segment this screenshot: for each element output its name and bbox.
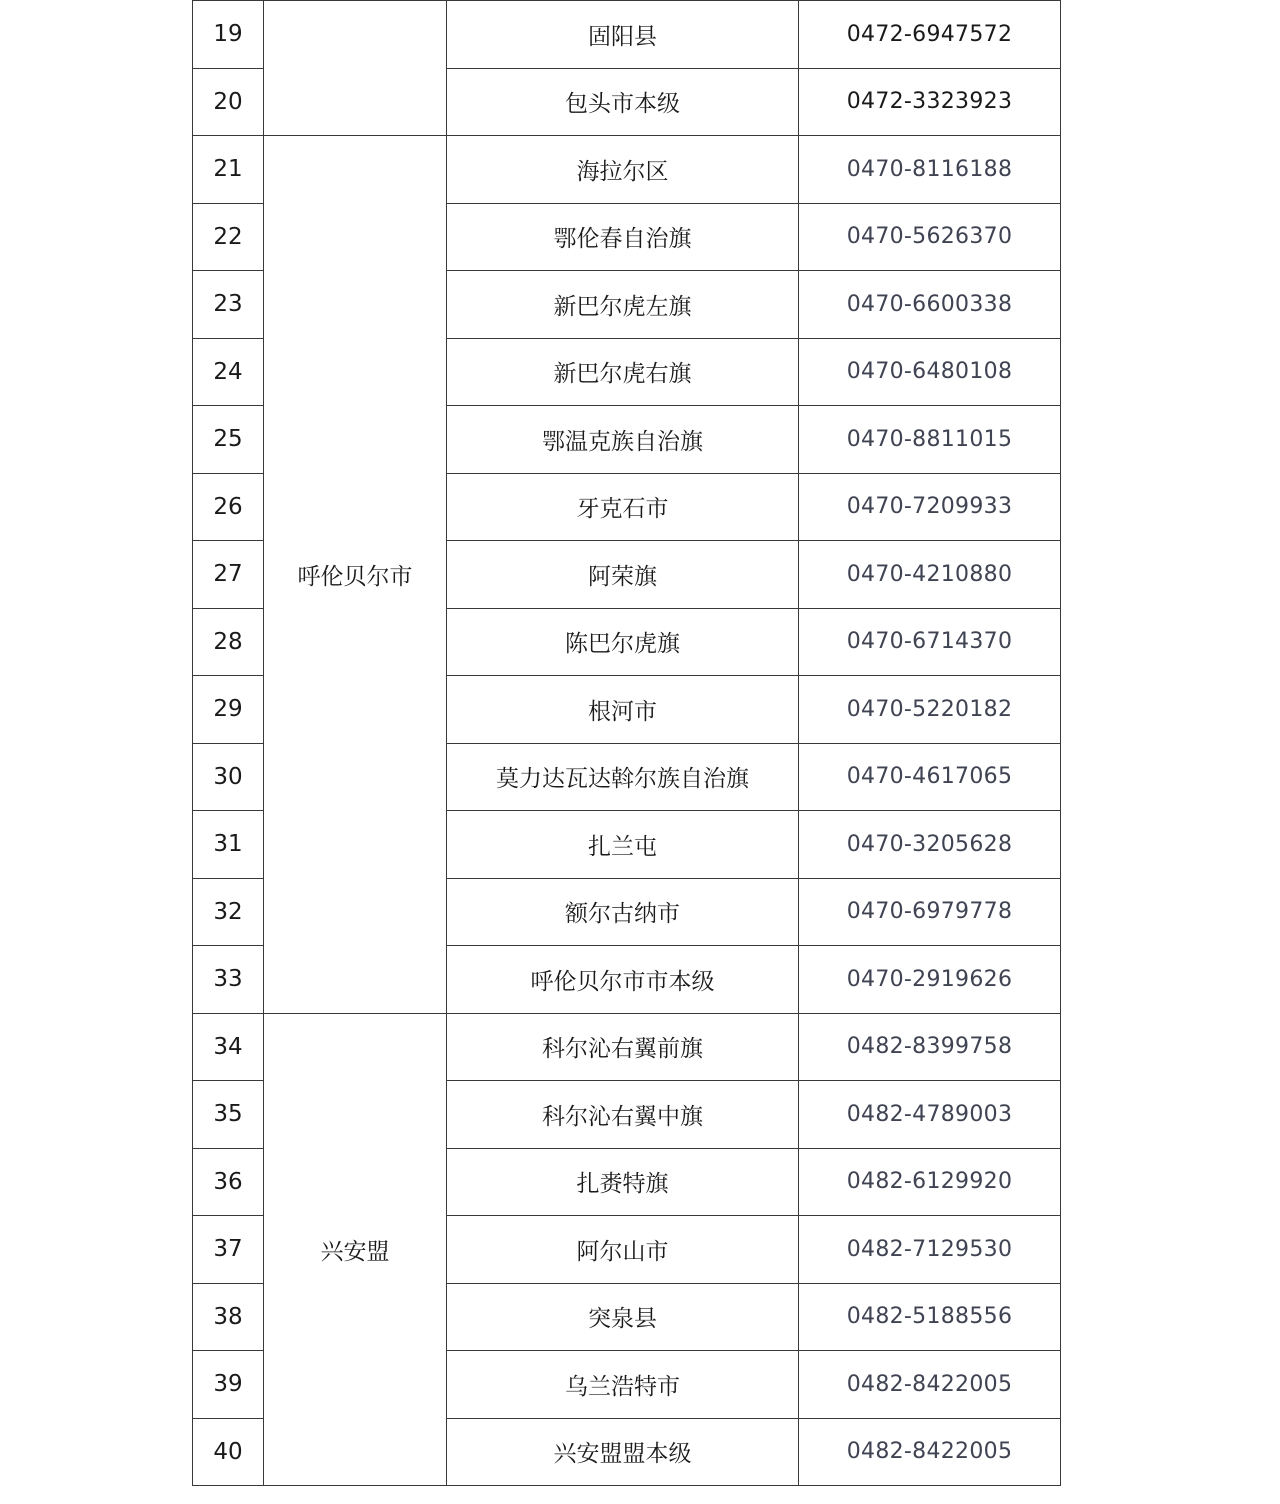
row-number: 28 <box>193 608 264 676</box>
county-name: 乌兰浩特市 <box>447 1351 799 1419</box>
phone-number: 0472-3323923 <box>799 68 1061 136</box>
phone-number: 0470-6979778 <box>799 878 1061 946</box>
row-number: 30 <box>193 743 264 811</box>
phone-number: 0482-6129920 <box>799 1148 1061 1216</box>
row-number: 38 <box>193 1283 264 1351</box>
county-name: 科尔沁右翼中旗 <box>447 1081 799 1149</box>
county-name: 阿尔山市 <box>447 1216 799 1284</box>
phone-number: 0482-5188556 <box>799 1283 1061 1351</box>
county-name: 牙克石市 <box>447 473 799 541</box>
row-number: 39 <box>193 1351 264 1419</box>
row-number: 21 <box>193 136 264 204</box>
county-name: 兴安盟盟本级 <box>447 1418 799 1486</box>
county-name: 鄂温克族自治旗 <box>447 406 799 474</box>
phone-number: 0470-3205628 <box>799 811 1061 879</box>
county-name: 阿荣旗 <box>447 541 799 609</box>
phone-number: 0470-5220182 <box>799 676 1061 744</box>
phone-number: 0470-4210880 <box>799 541 1061 609</box>
row-number: 27 <box>193 541 264 609</box>
phone-number: 0482-8399758 <box>799 1013 1061 1081</box>
county-name: 突泉县 <box>447 1283 799 1351</box>
county-name: 陈巴尔虎旗 <box>447 608 799 676</box>
county-name: 扎兰屯 <box>447 811 799 879</box>
row-number: 31 <box>193 811 264 879</box>
row-number: 26 <box>193 473 264 541</box>
county-name: 扎赉特旗 <box>447 1148 799 1216</box>
row-number: 25 <box>193 406 264 474</box>
row-number: 23 <box>193 271 264 339</box>
county-name: 新巴尔虎右旗 <box>447 338 799 406</box>
hotline-table <box>192 0 1061 1486</box>
phone-number: 0470-6600338 <box>799 271 1061 339</box>
county-name: 固阳县 <box>447 1 799 69</box>
row-number: 19 <box>193 1 264 69</box>
row-number: 40 <box>193 1418 264 1486</box>
row-number: 32 <box>193 878 264 946</box>
phone-number: 0472-6947572 <box>799 1 1061 69</box>
row-number: 24 <box>193 338 264 406</box>
table-row <box>193 136 1061 204</box>
county-name: 根河市 <box>447 676 799 744</box>
phone-number: 0482-4789003 <box>799 1081 1061 1149</box>
county-name: 科尔沁右翼前旗 <box>447 1013 799 1081</box>
row-number: 20 <box>193 68 264 136</box>
phone-number: 0470-7209933 <box>799 473 1061 541</box>
phone-number: 0482-7129530 <box>799 1216 1061 1284</box>
phone-number: 0470-6714370 <box>799 608 1061 676</box>
county-name: 鄂伦春自治旗 <box>447 203 799 271</box>
row-number: 35 <box>193 1081 264 1149</box>
row-number: 34 <box>193 1013 264 1081</box>
county-name: 额尔古纳市 <box>447 878 799 946</box>
county-name: 新巴尔虎左旗 <box>447 271 799 339</box>
phone-number: 0482-8422005 <box>799 1418 1061 1486</box>
region-cell <box>264 1 447 136</box>
row-number: 29 <box>193 676 264 744</box>
phone-number: 0470-2919626 <box>799 946 1061 1014</box>
phone-number: 0470-8811015 <box>799 406 1061 474</box>
row-number: 33 <box>193 946 264 1014</box>
row-number: 36 <box>193 1148 264 1216</box>
phone-number: 0470-4617065 <box>799 743 1061 811</box>
phone-number: 0482-8422005 <box>799 1351 1061 1419</box>
county-name: 包头市本级 <box>447 68 799 136</box>
region-cell: 呼伦贝尔市 <box>264 136 447 1014</box>
phone-number: 0470-8116188 <box>799 136 1061 204</box>
row-number: 37 <box>193 1216 264 1284</box>
table-row <box>193 1 1061 69</box>
row-number: 22 <box>193 203 264 271</box>
county-name: 海拉尔区 <box>447 136 799 204</box>
region-cell: 兴安盟 <box>264 1013 447 1486</box>
phone-number: 0470-6480108 <box>799 338 1061 406</box>
phone-number: 0470-5626370 <box>799 203 1061 271</box>
table-row <box>193 1013 1061 1081</box>
county-name: 莫力达瓦达斡尔族自治旗 <box>447 743 799 811</box>
county-name: 呼伦贝尔市市本级 <box>447 946 799 1014</box>
